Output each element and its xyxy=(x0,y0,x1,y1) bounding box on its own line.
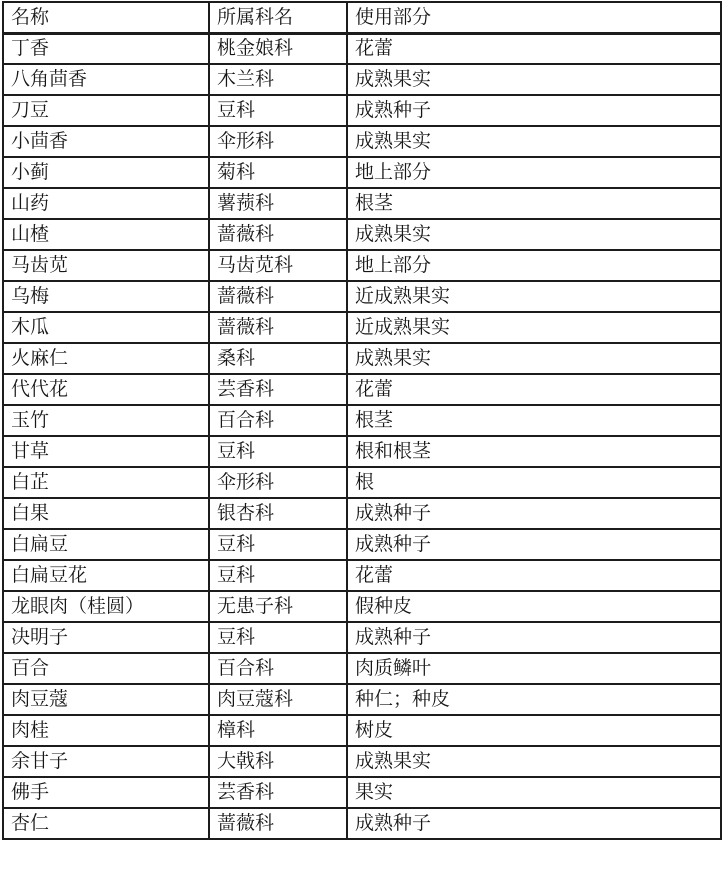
cell-name: 木瓜 xyxy=(3,312,209,343)
cell-used-part: 根茎 xyxy=(347,188,721,219)
table-row xyxy=(3,684,721,715)
cell-name: 代代花 xyxy=(3,374,209,405)
cell-used-part: 成熟果实 xyxy=(347,126,721,157)
table-row xyxy=(3,746,721,777)
cell-family: 豆科 xyxy=(209,529,347,560)
header-row xyxy=(3,2,721,33)
table-header xyxy=(3,2,721,33)
cell-family: 蔷薇科 xyxy=(209,281,347,312)
table-row xyxy=(3,715,721,746)
cell-name: 马齿苋 xyxy=(3,250,209,281)
cell-family: 银杏科 xyxy=(209,498,347,529)
table-row xyxy=(3,529,721,560)
cell-name: 乌梅 xyxy=(3,281,209,312)
table-row xyxy=(3,467,721,498)
cell-family: 伞形科 xyxy=(209,126,347,157)
cell-name: 玉竹 xyxy=(3,405,209,436)
cell-family: 芸香科 xyxy=(209,777,347,808)
cell-used-part: 近成熟果实 xyxy=(347,312,721,343)
table-row xyxy=(3,374,721,405)
cell-used-part: 成熟果实 xyxy=(347,343,721,374)
cell-used-part: 地上部分 xyxy=(347,250,721,281)
cell-used-part: 近成熟果实 xyxy=(347,281,721,312)
cell-name: 白扁豆花 xyxy=(3,560,209,591)
cell-used-part: 成熟果实 xyxy=(347,746,721,777)
cell-family: 无患子科 xyxy=(209,591,347,622)
cell-name: 白果 xyxy=(3,498,209,529)
table-body xyxy=(3,33,721,839)
table-row xyxy=(3,250,721,281)
cell-name: 白芷 xyxy=(3,467,209,498)
cell-name: 决明子 xyxy=(3,622,209,653)
cell-used-part: 成熟果实 xyxy=(347,64,721,95)
cell-name: 小茴香 xyxy=(3,126,209,157)
cell-used-part: 花蕾 xyxy=(347,560,721,591)
table-row xyxy=(3,219,721,250)
cell-family: 芸香科 xyxy=(209,374,347,405)
cell-name: 火麻仁 xyxy=(3,343,209,374)
table-row xyxy=(3,312,721,343)
herb-table xyxy=(2,1,722,840)
cell-used-part: 假种皮 xyxy=(347,591,721,622)
cell-family: 肉豆蔻科 xyxy=(209,684,347,715)
cell-family: 菊科 xyxy=(209,157,347,188)
cell-family: 伞形科 xyxy=(209,467,347,498)
cell-used-part: 成熟种子 xyxy=(347,808,721,839)
table-row xyxy=(3,777,721,808)
cell-family: 百合科 xyxy=(209,653,347,684)
cell-family: 桑科 xyxy=(209,343,347,374)
cell-used-part: 成熟种子 xyxy=(347,529,721,560)
cell-used-part: 成熟种子 xyxy=(347,622,721,653)
table-row xyxy=(3,498,721,529)
table-row xyxy=(3,64,721,95)
cell-used-part: 花蕾 xyxy=(347,374,721,405)
cell-family: 薯蓣科 xyxy=(209,188,347,219)
table-row xyxy=(3,405,721,436)
table-row xyxy=(3,281,721,312)
cell-name: 龙眼肉（桂圆） xyxy=(3,591,209,622)
cell-family: 豆科 xyxy=(209,436,347,467)
cell-name: 肉豆蔻 xyxy=(3,684,209,715)
table-row xyxy=(3,560,721,591)
cell-name: 山药 xyxy=(3,188,209,219)
cell-name: 佛手 xyxy=(3,777,209,808)
cell-family: 木兰科 xyxy=(209,64,347,95)
header-used-part: 使用部分 xyxy=(347,2,721,33)
cell-family: 桃金娘科 xyxy=(209,33,347,64)
cell-family: 马齿苋科 xyxy=(209,250,347,281)
cell-family: 蔷薇科 xyxy=(209,808,347,839)
cell-name: 白扁豆 xyxy=(3,529,209,560)
cell-used-part: 根茎 xyxy=(347,405,721,436)
cell-used-part: 成熟种子 xyxy=(347,95,721,126)
cell-used-part: 树皮 xyxy=(347,715,721,746)
cell-name: 杏仁 xyxy=(3,808,209,839)
table-row xyxy=(3,157,721,188)
cell-family: 豆科 xyxy=(209,560,347,591)
cell-used-part: 成熟果实 xyxy=(347,219,721,250)
table-row xyxy=(3,343,721,374)
table-row xyxy=(3,653,721,684)
cell-family: 樟科 xyxy=(209,715,347,746)
table-row xyxy=(3,436,721,467)
table-row xyxy=(3,808,721,839)
cell-family: 大戟科 xyxy=(209,746,347,777)
cell-name: 肉桂 xyxy=(3,715,209,746)
cell-name: 甘草 xyxy=(3,436,209,467)
cell-name: 丁香 xyxy=(3,33,209,64)
cell-used-part: 种仁；种皮 xyxy=(347,684,721,715)
cell-name: 山楂 xyxy=(3,219,209,250)
header-name: 名称 xyxy=(3,2,209,33)
table-row xyxy=(3,33,721,64)
table-row xyxy=(3,126,721,157)
cell-used-part: 果实 xyxy=(347,777,721,808)
cell-used-part: 根和根茎 xyxy=(347,436,721,467)
cell-family: 蔷薇科 xyxy=(209,312,347,343)
table-row xyxy=(3,622,721,653)
cell-name: 余甘子 xyxy=(3,746,209,777)
cell-family: 蔷薇科 xyxy=(209,219,347,250)
cell-name: 小蓟 xyxy=(3,157,209,188)
cell-used-part: 肉质鳞叶 xyxy=(347,653,721,684)
cell-name: 刀豆 xyxy=(3,95,209,126)
cell-used-part: 成熟种子 xyxy=(347,498,721,529)
header-family: 所属科名 xyxy=(209,2,347,33)
cell-family: 百合科 xyxy=(209,405,347,436)
table-row xyxy=(3,188,721,219)
cell-used-part: 花蕾 xyxy=(347,33,721,64)
cell-family: 豆科 xyxy=(209,622,347,653)
table-row xyxy=(3,95,721,126)
table-row xyxy=(3,591,721,622)
cell-name: 百合 xyxy=(3,653,209,684)
cell-name: 八角茴香 xyxy=(3,64,209,95)
cell-used-part: 根 xyxy=(347,467,721,498)
cell-family: 豆科 xyxy=(209,95,347,126)
cell-used-part: 地上部分 xyxy=(347,157,721,188)
